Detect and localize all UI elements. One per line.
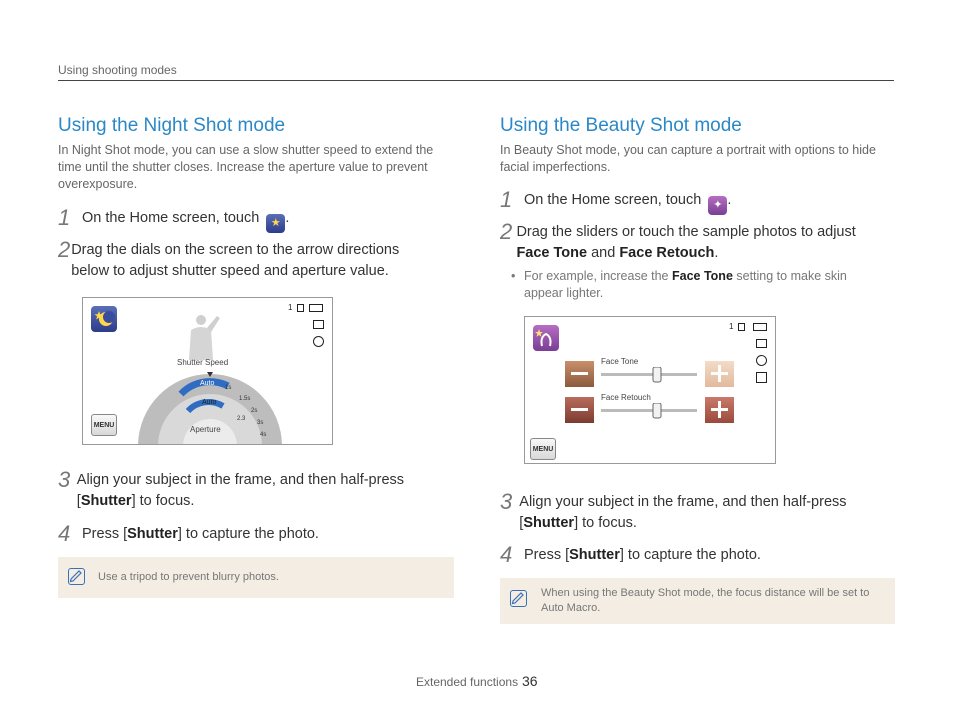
beauty-mode-icon: ✦ <box>708 196 727 215</box>
face-retouch-more-thumb[interactable] <box>705 397 734 423</box>
dial-tick: 3s <box>257 420 264 426</box>
shot-count: 1 <box>288 303 293 312</box>
shutter-key: Shutter <box>80 493 132 509</box>
night-step-1: 1 On the Home screen, touch ★ . <box>58 208 458 233</box>
step-number: 1 <box>500 187 513 212</box>
face-retouch-label: Face Retouch <box>601 393 651 402</box>
note-icon <box>68 568 85 585</box>
step-number: 4 <box>500 542 513 567</box>
beauty-shot-screen <box>524 316 776 464</box>
footer-label: Extended functions <box>416 675 519 689</box>
night-note <box>58 557 454 598</box>
note-text: Use a tripod to prevent blurry photos. <box>98 571 279 583</box>
shutter-speed-label: Shutter Speed <box>177 358 229 367</box>
face-tone-slider-handle <box>653 367 661 382</box>
aperture-tick: 2.3 <box>237 416 246 422</box>
step-text: On the Home screen, touch <box>82 210 260 226</box>
dial-tick: 4s <box>260 432 267 438</box>
header-divider <box>58 80 894 81</box>
dial-tick: 2s <box>251 408 258 414</box>
face-tone-less-thumb[interactable] <box>565 361 594 387</box>
aperture-auto: Auto <box>202 399 217 406</box>
beauty-step-3: 3 Align your subject in the frame, and then half-press [Shutter] to focus. <box>500 492 880 534</box>
aperture-label: Aperture <box>190 425 221 434</box>
beauty-note <box>500 578 895 624</box>
night-step-2 <box>58 237 428 282</box>
face-detect-icon <box>756 372 767 383</box>
dial-tick: 1.5s <box>239 396 251 402</box>
shutter-key: Shutter <box>127 526 178 542</box>
step-number: 3 <box>500 489 513 514</box>
face-retouch-slider-handle <box>653 403 661 418</box>
face-tone-term: Face Tone <box>516 245 588 261</box>
night-shot-screen <box>82 297 333 445</box>
note-text: When using the Beauty Shot mode, the focus distance will be set to Auto Macro. <box>541 587 870 614</box>
step-number: 1 <box>58 205 71 230</box>
night-shot-title: Using the Night Shot mode <box>58 115 286 136</box>
beauty-bullet: • For example, increase the Face Tone setting to make skin appear lighter. <box>511 269 847 300</box>
step-number: 3 <box>58 467 71 492</box>
night-mode-icon: ★ <box>266 214 285 233</box>
beauty-step-1: 1 On the Home screen, touch ✦ . <box>500 190 900 215</box>
face-retouch-slider[interactable] <box>601 403 701 419</box>
memory-icon <box>738 323 745 331</box>
step-text: On the Home screen, touch <box>524 192 702 208</box>
night-step-3: 3 Align your subject in the frame, and then half-press [Shutter] to focus. <box>58 470 428 512</box>
menu-button[interactable]: MENU <box>530 438 556 460</box>
shutter-auto: Auto <box>200 380 215 387</box>
beauty-shot-title: Using the Beauty Shot mode <box>500 115 742 136</box>
shot-count: 1 <box>729 322 734 331</box>
night-shot-intro: In Night Shot mode, you can use a slow shutter speed to extend the time until the shutter closes. Increase the aperture value to prevent overexposure. <box>58 143 434 191</box>
page-number: 36 <box>522 673 538 689</box>
flash-off-icon <box>756 355 767 366</box>
shutter-key: Shutter <box>523 515 575 531</box>
face-tone-slider[interactable] <box>601 367 701 383</box>
face-retouch-term: Face Retouch <box>619 245 715 261</box>
night-step-4: 4 Press [Shutter] to capture the photo. <box>58 521 319 546</box>
night-dial-graphic <box>83 298 333 445</box>
step-text: Drag the dials on the screen to the arrow directions below to adjust shutter speed and aperture value. <box>71 242 400 279</box>
note-icon <box>510 590 527 607</box>
running-header: Using shooting modes <box>58 63 177 77</box>
step-number: 4 <box>58 521 71 546</box>
image-size-icon <box>756 339 767 348</box>
face-tone-label: Face Tone <box>601 357 639 366</box>
step-number: 2 <box>500 219 513 244</box>
menu-button[interactable]: MENU <box>91 414 117 436</box>
dial-tick: 1s <box>225 385 232 391</box>
beauty-step-4: 4 Press [Shutter] to capture the photo. <box>500 542 761 567</box>
face-tone-more-thumb[interactable] <box>705 361 734 387</box>
shutter-key: Shutter <box>569 547 620 563</box>
battery-icon <box>753 323 767 331</box>
step-number: 2 <box>58 237 71 262</box>
beauty-step-2: 2 Drag the sliders or touch the sample photos to adjust Face Tone and Face Retouch. <box>500 222 890 264</box>
face-retouch-less-thumb[interactable] <box>565 397 594 423</box>
beauty-shot-icon <box>533 325 559 351</box>
beauty-shot-intro: In Beauty Shot mode, you can capture a portrait with options to hide facial imperfections. <box>500 143 876 174</box>
